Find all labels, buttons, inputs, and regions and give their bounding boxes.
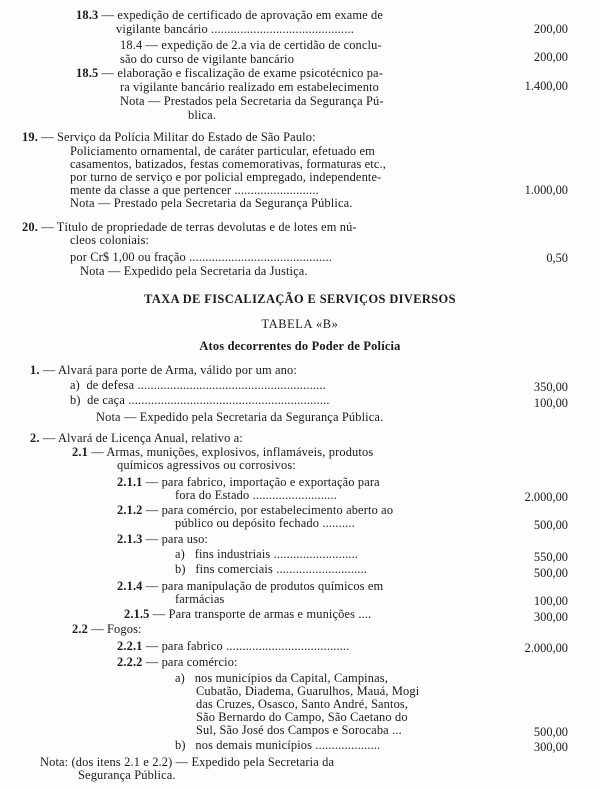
b-item-2-2-2-a-line-2: Cubatão, Diadema, Guarulhos, Mauá, Mogi [196, 684, 420, 698]
item-text: para fabrico [161, 639, 223, 653]
item-18-nota-line-1: Nota — Prestados pela Secretaria da Segurança Pú- [120, 94, 384, 108]
b-item-1-a: a) de defesa .......................................................... [70, 378, 326, 392]
b-item-2-1-2-amount: 500,00 [533, 518, 568, 532]
item-19-title: 19. — Serviço da Polícia Militar do Estado de São Paulo: [22, 130, 316, 144]
item-19-line-2: casamentos, batizados, festas comemorativas, formaturas etc., [70, 157, 387, 171]
section-title: TAXA DE FISCALIZAÇÃO E SERVIÇOS DIVERSOS [144, 292, 456, 306]
b-item-2-2-2-a-amount: 500,00 [533, 725, 568, 739]
item-text: Fogos: [107, 622, 142, 636]
item-19-nota: Nota — Prestado pela Secretaria da Segurança Pública. [70, 196, 353, 210]
b-item-2-1-2-line-1: 2.1.2 — para comércio, por estabelecimento aberto ao [117, 503, 394, 517]
b-item-1-b-amount: 100,00 [533, 396, 568, 410]
item-text: fora do Estado [175, 488, 250, 502]
item-18-4-amount: 200,00 [533, 50, 568, 64]
item-text: fins comerciais [195, 562, 273, 576]
item-18-3-line-2: vigilante bancário ............................................ [116, 22, 354, 36]
item-text: Sul, São José dos Campos e Sorocaba [196, 723, 389, 737]
b-item-2-2-2-a-line-5: Sul, São José dos Campos e Sorocaba ... [196, 723, 402, 737]
b-item-2-1-1-amount: 2.000,00 [524, 490, 568, 504]
item-text: para fabrico, importação e exportação para [161, 475, 380, 489]
b-item-2-2-1: 2.2.1 — para fabrico ...................................... [117, 639, 350, 653]
item-20-line-3: por Cr$ 1,00 ou fração ............................................ [70, 250, 332, 264]
item-number: 2.2.1 [117, 639, 143, 653]
b-item-2-1-4-line-1: 2.1.4 — para manipulação de produtos químicos em [117, 579, 384, 593]
item-19-line-1: Policiamento ornamental, de caráter particular, efetuado em [70, 144, 375, 158]
b-item-2-2-2-b-amount: 300,00 [533, 740, 568, 754]
item-title: Alvará de Licença Anual, relativo a: [57, 431, 243, 445]
b-item-2-1-3: 2.1.3 — para uso: [117, 532, 209, 546]
item-number: 1. [30, 363, 40, 377]
item-label: b) [70, 393, 81, 407]
item-text: de caça [87, 393, 125, 407]
item-number: 2. [30, 431, 40, 445]
item-20-line-2: cleos coloniais: [70, 233, 150, 247]
item-text: mente da classe a que pertencer [70, 183, 232, 197]
item-text: por Cr$ 1,00 ou fração [70, 250, 186, 264]
item-text: nos municípios da Capital, Campinas, [194, 671, 388, 685]
b-item-2-2-2: 2.2.2 — para comércio: [117, 655, 238, 669]
item-number: 2.1.5 [124, 607, 150, 621]
item-number: 2.1 [72, 445, 88, 459]
b-item-2-1-line-1: 2.1 — Armas, munições, explosivos, inflamáveis, produtos [72, 445, 374, 459]
b-item-2-2-1-amount: 2.000,00 [524, 641, 568, 655]
item-number: 18.4 [120, 38, 143, 52]
b-item-1-nota: Nota — Expedido pela Secretaria da Segurança Pública. [96, 410, 384, 424]
item-19-line-4: mente da classe a que pertencer .......................... [70, 183, 319, 197]
item-text: elaboração e fiscalização de exame psicotécnico pa- [117, 66, 383, 80]
item-18-nota-line-2: blica. [188, 108, 217, 122]
item-text: Armas, munições, explosivos, inflamáveis, produtos [106, 445, 374, 459]
item-number: 2.1.3 [117, 532, 143, 546]
b-item-2-1-1-line-1: 2.1.1 — para fabrico, importação e exportação para [117, 475, 380, 489]
item-title: Serviço da Polícia Militar do Estado de São Paulo: [57, 130, 316, 144]
item-20-amount: 0,50 [546, 251, 568, 265]
item-20-line-1: 20. — Título de propriedade de terras devolutas e de lotes em nú- [22, 220, 357, 234]
item-text: são do curso de vigilante bancário [120, 52, 295, 66]
item-number: 18.3 [76, 8, 99, 22]
item-text: fins industriais [194, 547, 271, 561]
item-19-amount: 1.000,00 [524, 183, 568, 197]
b-item-1-title: 1. — Alvará para porte de Arma, válido por um ano: [30, 363, 297, 377]
item-18-4-line-2 [120, 53, 294, 66]
item-18-5-amount: 1.400,00 [524, 79, 568, 93]
item-text: vigilante bancário [116, 22, 208, 36]
item-number: 18.5 [76, 66, 99, 80]
item-text: para manipulação de produtos químicos em [161, 579, 384, 593]
b-item-2-2: 2.2 — Fogos: [72, 622, 142, 636]
item-text: nos demais municípios [195, 738, 313, 752]
item-number: 2.2.2 [117, 655, 143, 669]
item-text: para comércio, por estabelecimento aberto ao [161, 503, 394, 517]
item-text: ra vigilante bancário realizado em estabelecimento [120, 80, 379, 94]
item-number: 19. [22, 130, 38, 144]
b-item-2-2-2-b: b) nos demais municípios .................... [175, 738, 381, 752]
item-label: a) [175, 671, 185, 685]
b-item-2-1-3-b-amount: 500,00 [533, 566, 568, 580]
item-label: a) [175, 547, 185, 561]
item-title: Alvará para porte de Arma, válido por um ano: [57, 363, 297, 377]
item-label: b) [175, 738, 186, 752]
b-item-2-2-2-a-line-4: São Bernardo do Campo, São Caetano do [196, 710, 408, 724]
b-item-1-a-amount: 350,00 [533, 380, 568, 394]
item-text: expedição de certificado de aprovação em exame de [117, 8, 384, 22]
item-20-nota: Nota — Expedido pela Secretaria da Justiça. [80, 264, 308, 278]
item-18-3-amount: 200,00 [533, 22, 568, 36]
item-text: para uso: [161, 532, 209, 546]
item-18-4-line-1: 18.4 — expedição de 2.a via de certidão de conclu- [120, 38, 382, 52]
item-text: Para transporte de armas e munições [168, 607, 356, 621]
section-subtitle: Atos decorrentes do Poder de Polícia [199, 339, 401, 353]
b-item-2-2-2-a-line-3: das Cruzes, Osasco, Santo André, Santos, [196, 697, 409, 711]
b-item-2-1-line-2: químicos agressivos ou corrosivos: [117, 458, 296, 472]
item-18-3-line-1: 18.3 — expedição de certificado de aprovação em exame de [76, 8, 384, 22]
item-number: 20. [22, 220, 38, 234]
b-item-2-title: 2. — Alvará de Licença Anual, relativo a: [30, 431, 243, 445]
item-number: 2.2 [72, 622, 88, 636]
item-text: de defesa [86, 378, 135, 392]
table-label: TABELA «B» [261, 317, 339, 331]
b-item-2-1-2-line-2: público ou depósito fechado .......... [175, 516, 355, 530]
b-item-2-1-5-amount: 300,00 [533, 610, 568, 624]
item-text: expedição de 2.a via de certidão de conclu- [161, 38, 382, 52]
item-text: Título de propriedade de terras devolutas e de lotes em nú- [56, 220, 357, 234]
item-18-5-line-2 [120, 81, 379, 94]
item-18-5-line-1: 18.5 — elaboração e fiscalização de exame psicotécnico pa- [76, 66, 383, 80]
item-label: a) [70, 378, 80, 392]
b-item-2-1-3-a-amount: 550,00 [533, 550, 568, 564]
b-item-1-b: b) de caça .............................................................. [70, 393, 330, 407]
item-text: para comércio: [161, 655, 238, 669]
b-item-2-nota-line-2: Segurança Pública. [78, 768, 176, 782]
item-19-line-3: por turno de serviço e por policial empregado, independente- [70, 170, 382, 184]
b-item-2-1-1-line-2: fora do Estado .......................... [175, 488, 338, 502]
b-item-2-1-5: 2.1.5 — Para transporte de armas e munições .... [124, 607, 372, 621]
b-item-2-nota-line-1: Nota: (dos itens 2.1 e 2.2) — Expedido pela Secretaria da [40, 755, 335, 769]
item-text: público ou depósito fechado [175, 516, 320, 530]
b-item-2-1-4-amount: 100,00 [533, 594, 568, 608]
item-number: 2.1.1 [117, 475, 143, 489]
item-label: b) [175, 562, 186, 576]
b-item-2-1-4-line-2: farmácias [175, 592, 225, 606]
b-item-2-1-3-b: b) fins comerciais ............................ [175, 562, 368, 576]
b-item-2-1-3-a: a) fins industriais .......................... [175, 547, 359, 561]
item-number: 2.1.4 [117, 579, 143, 593]
item-number: 2.1.2 [117, 503, 143, 517]
